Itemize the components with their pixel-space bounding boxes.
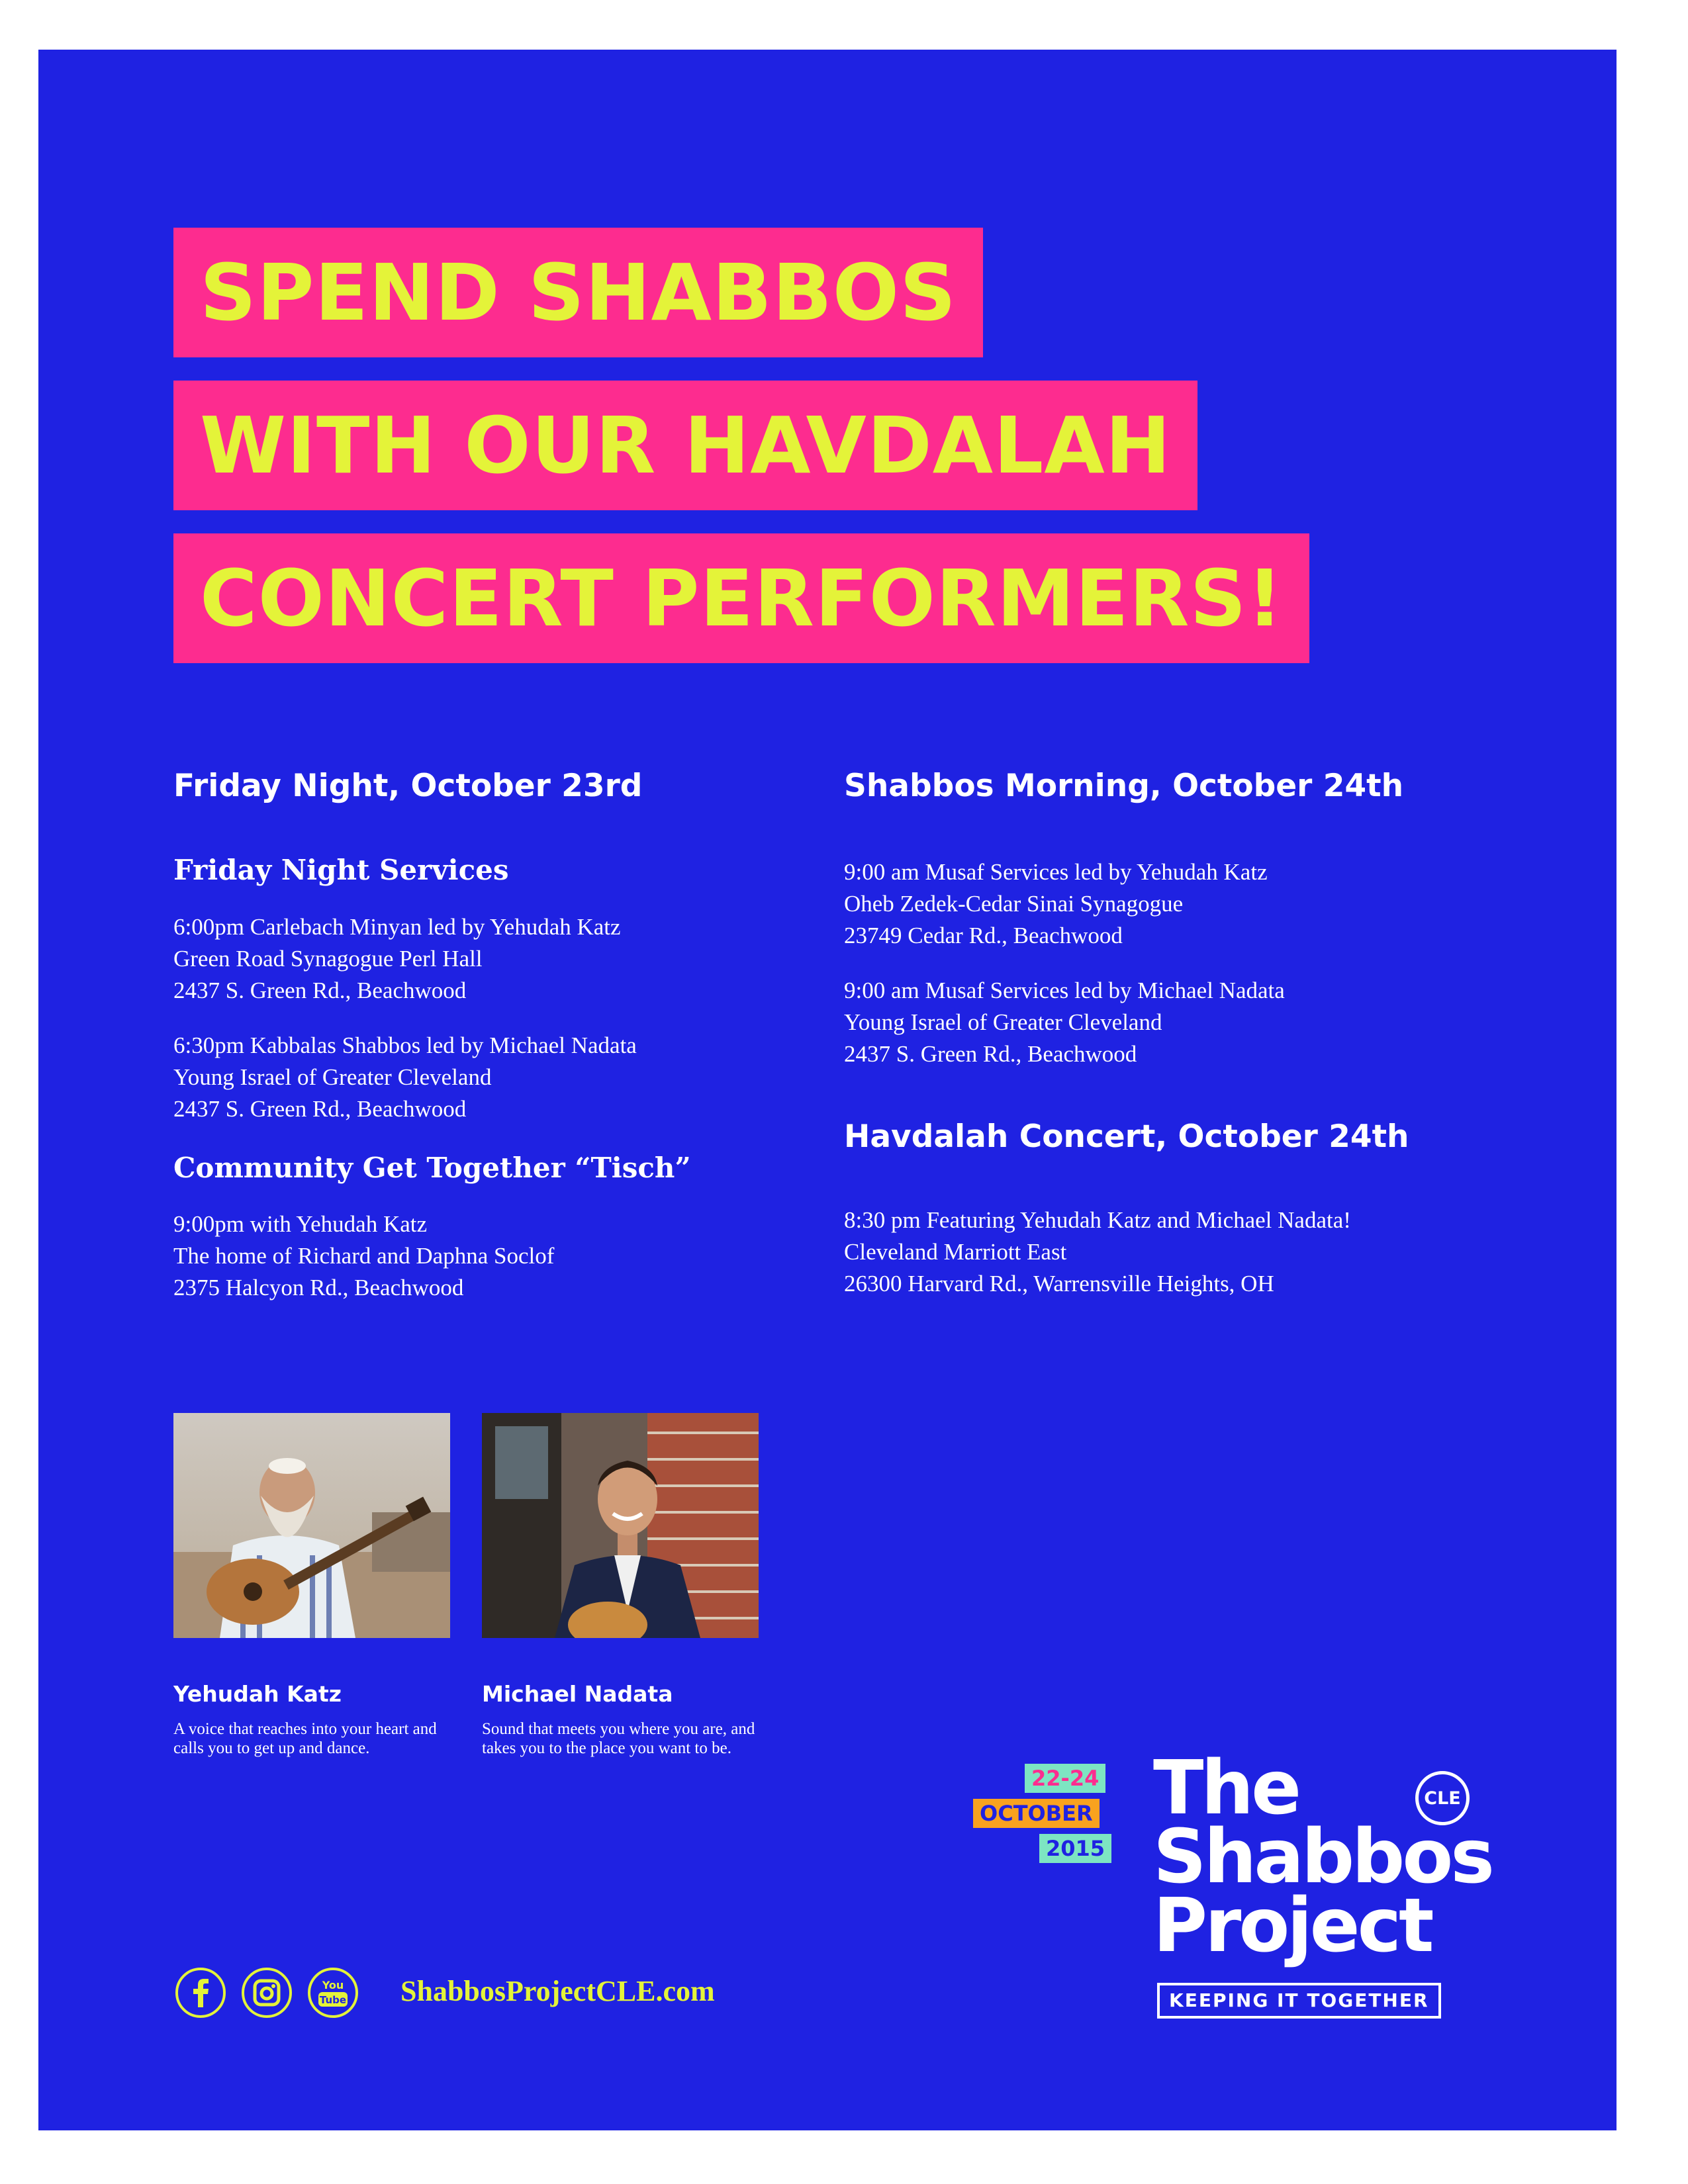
headline-line-2: WITH OUR HAVDALAH bbox=[173, 381, 1197, 510]
performer-name: Yehudah Katz bbox=[173, 1681, 342, 1707]
shabbos-heading: Shabbos Morning, October 24th bbox=[844, 768, 1404, 804]
yehudah-katz-photo bbox=[173, 1413, 450, 1638]
youtube-icon[interactable] bbox=[308, 1968, 358, 2018]
youtube-label-top: You bbox=[322, 1979, 344, 1991]
event-line: 26300 Harvard Rd., Warrensville Heights, OH bbox=[844, 1271, 1274, 1297]
event-line: 2437 S. Green Rd., Beachwood bbox=[844, 1041, 1137, 1067]
event-line: 8:30 pm Featuring Yehudah Katz and Michael Nadata! bbox=[844, 1207, 1351, 1233]
performer-name: Michael Nadata bbox=[482, 1681, 673, 1707]
logo-word-project: Project bbox=[1153, 1883, 1432, 1969]
event-line: 9:00pm with Yehudah Katz bbox=[173, 1211, 428, 1237]
event-line: Green Road Synagogue Perl Hall bbox=[173, 946, 483, 972]
performer-description: Sound that meets you where you are, and takes you to the place you want to be. bbox=[482, 1720, 755, 1757]
logo-dates: 22-24 bbox=[1025, 1764, 1105, 1793]
shabbos-event-1 bbox=[844, 856, 1268, 952]
friday-services-title: Friday Night Services bbox=[173, 854, 509, 886]
headline-line-1: SPEND SHABBOS bbox=[173, 228, 983, 357]
facebook-icon[interactable] bbox=[175, 1968, 226, 2018]
event-line: Young Israel of Greater Cleveland bbox=[173, 1064, 492, 1090]
instagram-icon[interactable] bbox=[242, 1968, 292, 2018]
cle-badge: CLE bbox=[1415, 1771, 1470, 1825]
event-line: Young Israel of Greater Cleveland bbox=[844, 1009, 1162, 1035]
logo-tagline: KEEPING IT TOGETHER bbox=[1157, 1983, 1441, 2019]
website-link[interactable]: ShabbosProjectCLE.com bbox=[400, 1975, 715, 2007]
logo-month: OCTOBER bbox=[973, 1799, 1100, 1828]
logo-word-the: The bbox=[1153, 1745, 1299, 1831]
michael-nadata-photo bbox=[482, 1413, 759, 1638]
friday-event-2 bbox=[173, 1030, 637, 1125]
event-line: Cleveland Marriott East bbox=[844, 1239, 1067, 1265]
headline-line-3: CONCERT PERFORMERS! bbox=[173, 533, 1309, 663]
event-line: 9:00 am Musaf Services led by Yehudah Katz bbox=[844, 859, 1268, 885]
tisch-title: Community Get Together “Tisch” bbox=[173, 1152, 691, 1184]
shabbos-event-2 bbox=[844, 975, 1285, 1070]
havdalah-event bbox=[844, 1205, 1351, 1300]
event-line: The home of Richard and Daphna Soclof bbox=[173, 1243, 555, 1269]
friday-heading: Friday Night, October 23rd bbox=[173, 768, 643, 804]
event-line: 2437 S. Green Rd., Beachwood bbox=[173, 978, 467, 1003]
havdalah-heading: Havdalah Concert, October 24th bbox=[844, 1118, 1409, 1155]
event-line: 2375 Halcyon Rd., Beachwood bbox=[173, 1275, 464, 1300]
youtube-label-bottom: Tube bbox=[319, 1994, 347, 2006]
friday-event-3 bbox=[173, 1208, 554, 1304]
event-line: 6:30pm Kabbalas Shabbos led by Michael Nadata bbox=[173, 1032, 637, 1058]
event-line: 2437 S. Green Rd., Beachwood bbox=[173, 1096, 467, 1122]
logo-year: 2015 bbox=[1039, 1834, 1111, 1863]
performer-description: A voice that reaches into your heart and calls you to get up and dance. bbox=[173, 1720, 437, 1757]
event-line: Oheb Zedek-Cedar Sinai Synagogue bbox=[844, 891, 1184, 917]
logo-word-shabbos: Shabbos bbox=[1153, 1814, 1492, 1900]
event-line: 9:00 am Musaf Services led by Michael Nadata bbox=[844, 978, 1285, 1003]
friday-event-1 bbox=[173, 911, 621, 1007]
event-line: 23749 Cedar Rd., Beachwood bbox=[844, 923, 1123, 948]
event-line: 6:00pm Carlebach Minyan led by Yehudah Katz bbox=[173, 914, 621, 940]
